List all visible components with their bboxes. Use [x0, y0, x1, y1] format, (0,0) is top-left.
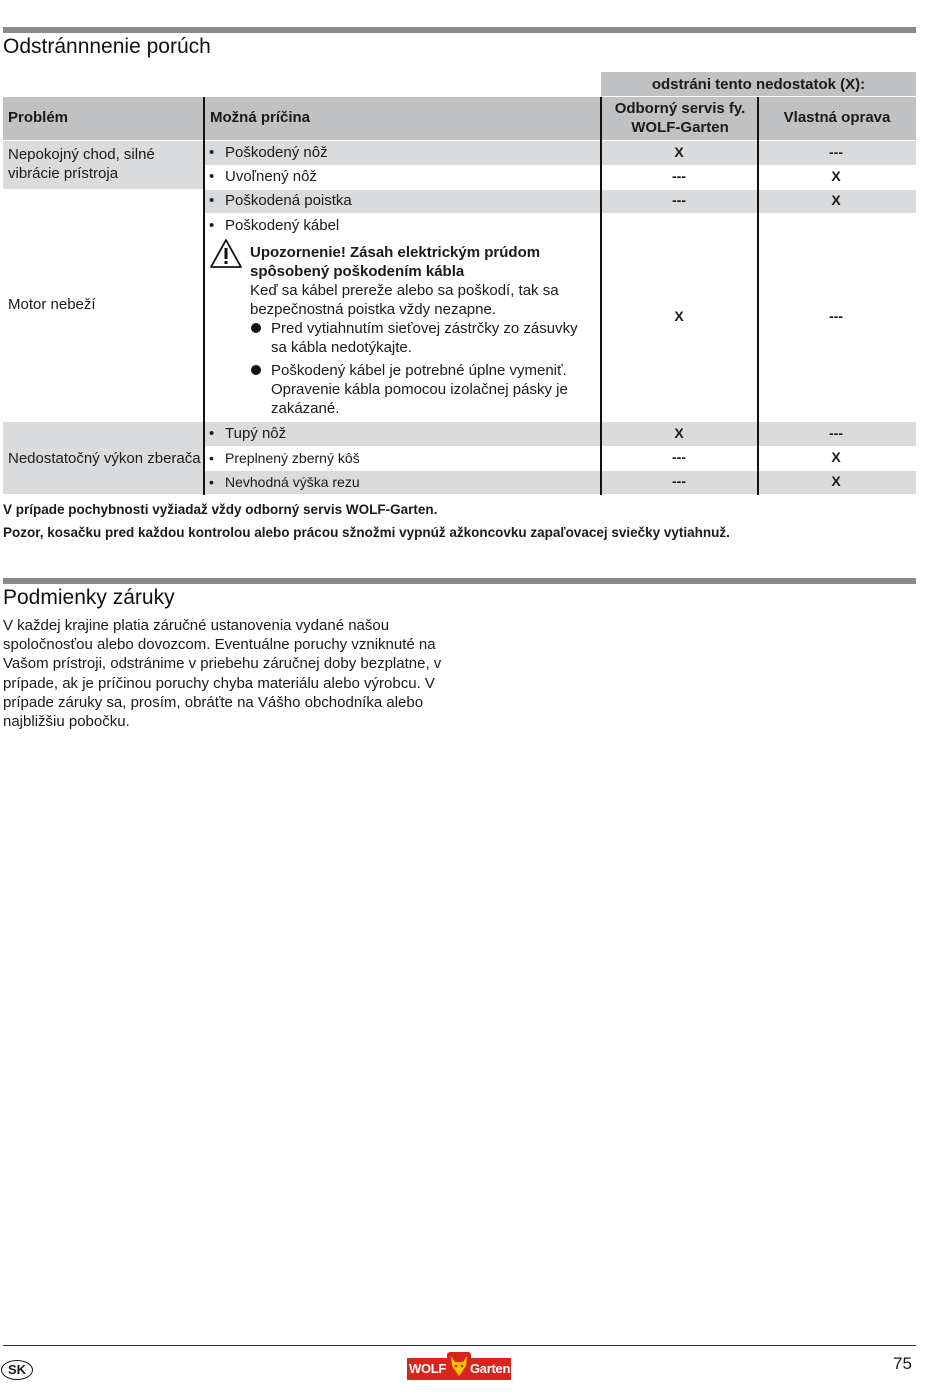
service-mark-1: X: [674, 144, 684, 160]
self-mark-6: X: [831, 449, 841, 465]
service-mark-2: ---: [672, 168, 686, 184]
warning-text: Keď sa kábel prereže alebo sa poškodí, tak sa bezpečnostná poistka vždy nezapne.: [250, 282, 559, 318]
bullet-dot-icon: [251, 365, 261, 375]
warranty-text: V každej krajine platia záručné ustanovenia vydané našou spoločnosťou alebo dovozcom. Eventuálne poruchy vzniknuté na Vašom prístroji, odstránime v priebehu záručnej doby bezplatne, v prípade, ak je príčinou poruchy chyba materiálu alebo výrobcu. V prípade záruky sa, prosím, obráťte na Vášho obchodníka alebo najbližšiu pobočku.: [3, 617, 442, 731]
header-cause: Možná príčina: [210, 109, 311, 126]
logo-text-left: WOLF: [409, 1361, 447, 1376]
warning-title: Upozornenie! Zásah elektrickým prúdom spôsobený poškodením kábla: [250, 244, 541, 280]
column-divider-2: [600, 97, 602, 495]
section-title-warranty: Podmienky záruky: [3, 586, 175, 609]
bullet-dot-icon: [251, 323, 261, 333]
self-mark-4: ---: [829, 308, 843, 324]
cause-label: Preplnený zberný kôš: [225, 450, 360, 466]
self-mark-7: X: [831, 473, 841, 489]
warning-item-text: Poškodený kábel je potrebné úplne vymeniť. Opravenie kábla pomocou izolačnej pásky je zakázané.: [271, 362, 568, 417]
service-mark-6: ---: [672, 449, 686, 465]
language-badge: SK: [1, 1360, 33, 1380]
self-mark-2: X: [831, 168, 841, 184]
cause-row-5: [209, 424, 286, 443]
header-self: Vlastná oprava: [783, 109, 891, 126]
cause-row-7: [209, 473, 360, 492]
self-mark-1: ---: [829, 144, 843, 160]
cause-row-1: [209, 143, 328, 162]
header-service: Odborný servis fy. WOLF-Garten: [614, 100, 746, 136]
wolf-garten-logo: [407, 1352, 511, 1380]
service-mark-5: X: [674, 425, 684, 441]
self-mark-5: ---: [829, 425, 843, 441]
cause-label: Poškodený kábel: [225, 217, 340, 234]
note-safety: Pozor, kosačku pred každou kontrolou alebo prácou sžnožmi vypnúž ažkoncovku zapaľovacej sviečky vytiahnuž.: [3, 525, 730, 540]
bullet: •: [209, 425, 215, 442]
problem-2: Motor nebeží: [8, 296, 96, 313]
logo-text-right: Garten: [470, 1361, 511, 1376]
section-rule-warranty: [3, 578, 916, 584]
warning-triangle-icon: [209, 238, 243, 269]
column-divider-1: [203, 97, 205, 495]
bullet: •: [209, 217, 215, 234]
section-title-troubleshooting: Odstránnnenie porúch: [3, 35, 211, 58]
warning-item-1: [250, 319, 595, 357]
service-mark-3: ---: [672, 192, 686, 208]
page-number: 75: [893, 1354, 912, 1373]
cause-label: Tupý nôž: [225, 425, 287, 442]
cause-label: Nevhodná výška rezu: [225, 474, 360, 490]
bullet: •: [209, 192, 215, 209]
warning-item-2: [250, 361, 595, 418]
section-rule-top: [3, 27, 916, 33]
self-mark-3: X: [831, 192, 841, 208]
service-mark-4: X: [674, 308, 684, 324]
warning-item-text: Pred vytiahnutím sieťovej zástrčky zo zásuvky sa kábla nedotýkajte.: [271, 320, 578, 356]
header-problem: Problém: [8, 109, 69, 126]
bullet: •: [209, 474, 214, 490]
footer-rule: [3, 1345, 916, 1346]
service-mark-7: ---: [672, 473, 686, 489]
cause-row-2: [209, 167, 317, 186]
cause-label: Uvoľnený nôž: [225, 168, 317, 185]
bullet: •: [209, 144, 215, 161]
note-service: V prípade pochybnosti vyžiadaž vždy odborný servis WOLF-Garten.: [3, 502, 438, 517]
problem-1: Nepokojný chod, silné vibrácie prístroja: [8, 146, 155, 182]
cause-label: Poškodený nôž: [225, 144, 328, 161]
cause-label: Poškodená poistka: [225, 192, 352, 209]
column-divider-3: [757, 97, 759, 495]
problem-3: Nedostatočný výkon zberača: [8, 450, 201, 467]
cause-row-4: [209, 216, 339, 235]
cause-row-3: [209, 191, 352, 210]
cause-row-6: [209, 449, 360, 468]
header-group-label: odstráni tento nedostatok (X):: [651, 76, 866, 93]
bullet: •: [209, 450, 214, 466]
bullet: •: [209, 168, 215, 185]
